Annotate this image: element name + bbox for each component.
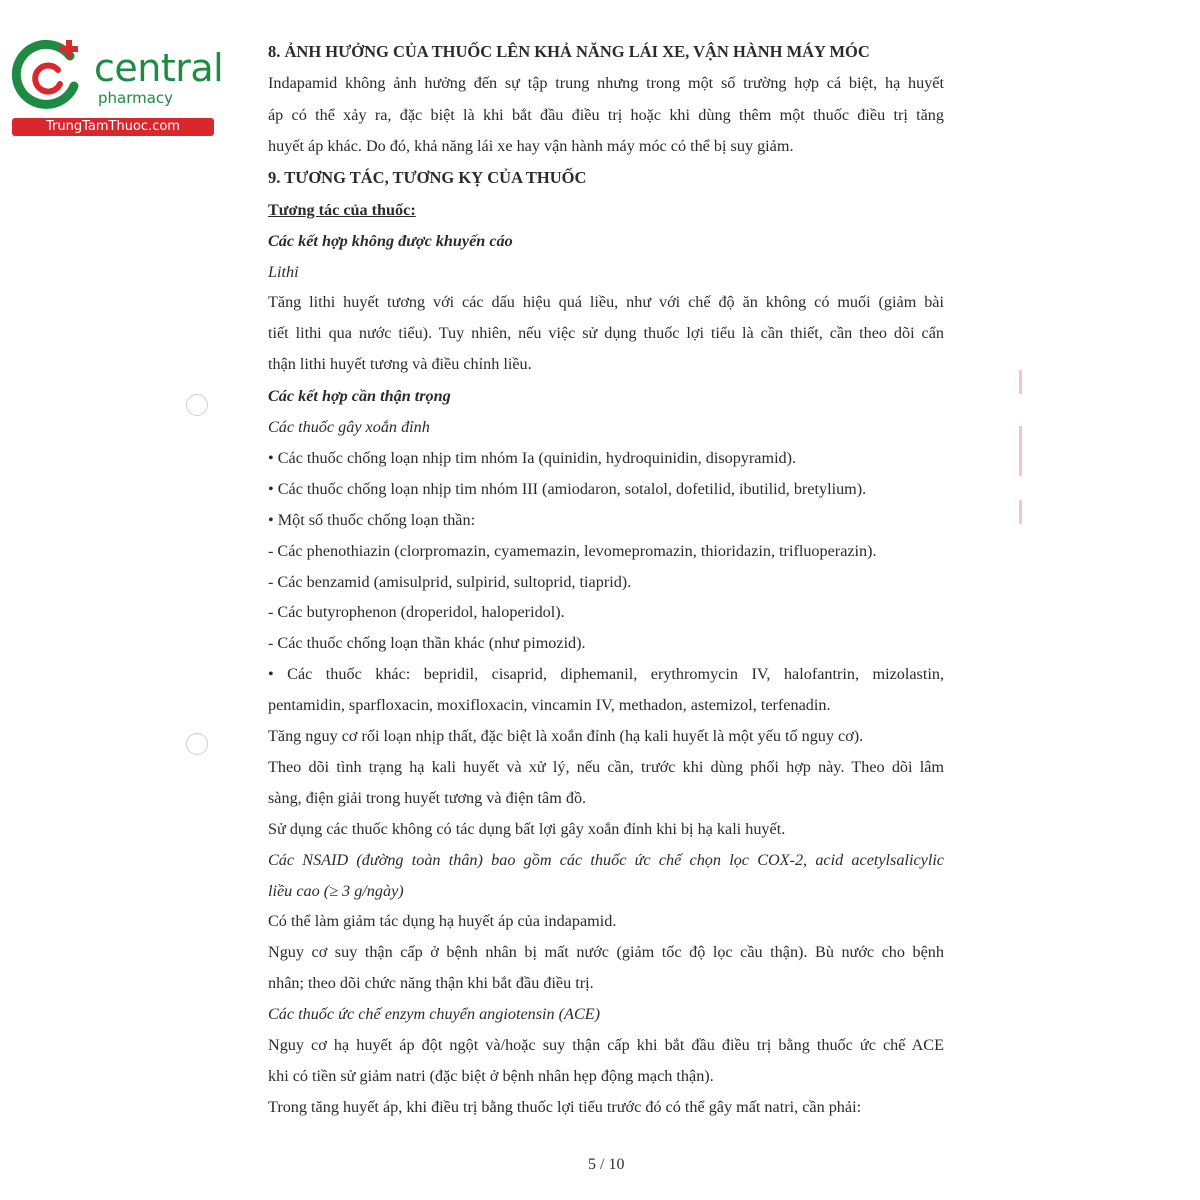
paragraph-line: sàng, điện giải trong huyết tương và điện tâm đồ. bbox=[268, 789, 587, 807]
subheading: Các kết hợp không được khuyến cáo bbox=[268, 232, 513, 250]
paragraph-line: Nguy cơ suy thận cấp ở bệnh nhân bị mất nước (giảm tốc độ lọc cầu thận). Bù nước cho bệnh bbox=[268, 943, 944, 961]
section-heading-8: 8. ẢNH HƯỞNG CỦA THUỐC LÊN KHẢ NĂNG LÁI XE, VẬN HÀNH MÁY MÓC bbox=[268, 42, 870, 61]
list-item: - Các thuốc chống loạn thần khác (như pimozid). bbox=[268, 634, 586, 652]
list-item: • Các thuốc khác: bepridil, cisaprid, diphemanil, erythromycin IV, halofantrin, mizolastin, bbox=[268, 665, 944, 683]
drug-label: Các thuốc ức chế enzym chuyển angiotensin (ACE) bbox=[268, 1005, 601, 1023]
drug-label: liều cao (≥ 3 g/ngày) bbox=[268, 882, 404, 900]
subheading: Các kết hợp cần thận trọng bbox=[268, 387, 451, 405]
drug-label: Các thuốc gây xoắn đỉnh bbox=[268, 418, 430, 436]
paragraph-line: Indapamid không ảnh hưởng đến sự tập trung nhưng trong một số trường hợp cá biệt, hạ huyết bbox=[268, 74, 944, 92]
logo-site-bar bbox=[12, 118, 214, 136]
logo-name: central bbox=[94, 46, 224, 90]
logo-site-text: TrungTamThuoc.com bbox=[46, 119, 180, 134]
list-item: • Các thuốc chống loạn nhịp tim nhóm III (amiodaron, sotalol, dofetilid, ibutilid, bretylium). bbox=[268, 480, 867, 498]
paragraph-line: Trong tăng huyết áp, khi điều trị bằng thuốc lợi tiểu trước đó có thể gây mất natri, cần phải: bbox=[268, 1098, 862, 1116]
paragraph-line: khi có tiền sử giảm natri (đặc biệt ở bệnh nhân hẹp động mạch thận). bbox=[268, 1067, 714, 1085]
subheading: Tương tác của thuốc: bbox=[268, 201, 416, 219]
drug-label: Lithi bbox=[268, 263, 299, 281]
paragraph-line: Tăng lithi huyết tương với các dấu hiệu quá liều, như với chế độ ăn không có muối (giảm bài bbox=[268, 293, 944, 311]
list-item: - Các benzamid (amisulprid, sulpirid, sultoprid, tiaprid). bbox=[268, 573, 632, 591]
list-item: - Các butyrophenon (droperidol, haloperidol). bbox=[268, 603, 565, 621]
paragraph-line: áp có thể xảy ra, đặc biệt là khi bắt đầu điều trị hoặc khi dùng thêm một thuốc điều trị tăng bbox=[268, 106, 944, 124]
paragraph-line: nhân; theo dõi chức năng thận khi bắt đầu điều trị. bbox=[268, 974, 594, 992]
central-pharmacy-logo[interactable] bbox=[8, 34, 224, 138]
paragraph-line: Theo dõi tình trạng hạ kali huyết và xử lý, nếu cần, trước khi dùng phối hợp này. Theo dõi lâm bbox=[268, 758, 944, 776]
list-item: • Các thuốc chống loạn nhịp tim nhóm Ia (quinidin, hydroquinidin, disopyramid). bbox=[268, 449, 797, 467]
logo-sub: pharmacy bbox=[98, 89, 174, 107]
section-heading-9: 9. TƯƠNG TÁC, TƯƠNG KỴ CỦA THUỐC bbox=[268, 168, 587, 187]
punch-hole bbox=[186, 733, 208, 755]
page-number: 5 / 10 bbox=[588, 1156, 625, 1173]
paragraph-line: huyết áp khác. Do đó, khả năng lái xe hay vận hành máy móc có thể bị suy giảm. bbox=[268, 137, 794, 155]
paragraph-line: Tăng nguy cơ rối loạn nhịp thất, đặc biệt là xoắn đỉnh (hạ kali huyết là một yếu tố nguy cơ). bbox=[268, 727, 864, 745]
paragraph-line: pentamidin, sparfloxacin, moxifloxacin, vincamin IV, methadon, astemizol, terfenadin. bbox=[268, 696, 831, 714]
paragraph-line: Sử dụng các thuốc không có tác dụng bất lợi gây xoắn đỉnh khi bị hạ kali huyết. bbox=[268, 820, 786, 838]
paragraph-line: Nguy cơ hạ huyết áp đột ngột và/hoặc suy thận cấp khi bắt đầu điều trị bằng thuốc ức chế ACE bbox=[268, 1036, 944, 1054]
edge-mark bbox=[1019, 426, 1022, 476]
list-item: - Các phenothiazin (clorpromazin, cyamemazin, levomepromazin, thioridazin, trifluoperazin). bbox=[268, 542, 877, 560]
paragraph-line: tiết lithi qua nước tiểu). Tuy nhiên, nếu việc sử dụng thuốc lợi tiểu là cần thiết, cần theo dõi cẩn bbox=[268, 324, 944, 342]
list-item: • Một số thuốc chống loạn thần: bbox=[268, 511, 476, 529]
edge-mark bbox=[1019, 500, 1022, 524]
paragraph-line: Có thể làm giảm tác dụng hạ huyết áp của indapamid. bbox=[268, 912, 617, 930]
drug-label: Các NSAID (đường toàn thân) bao gồm các thuốc ức chế chọn lọc COX-2, acid acetylsalicylic bbox=[268, 851, 944, 869]
punch-hole bbox=[186, 394, 208, 416]
edge-mark bbox=[1019, 370, 1022, 394]
pharmacy-cross-icon bbox=[8, 34, 92, 118]
paragraph-line: thận lithi huyết tương và điều chỉnh liều. bbox=[268, 355, 532, 373]
